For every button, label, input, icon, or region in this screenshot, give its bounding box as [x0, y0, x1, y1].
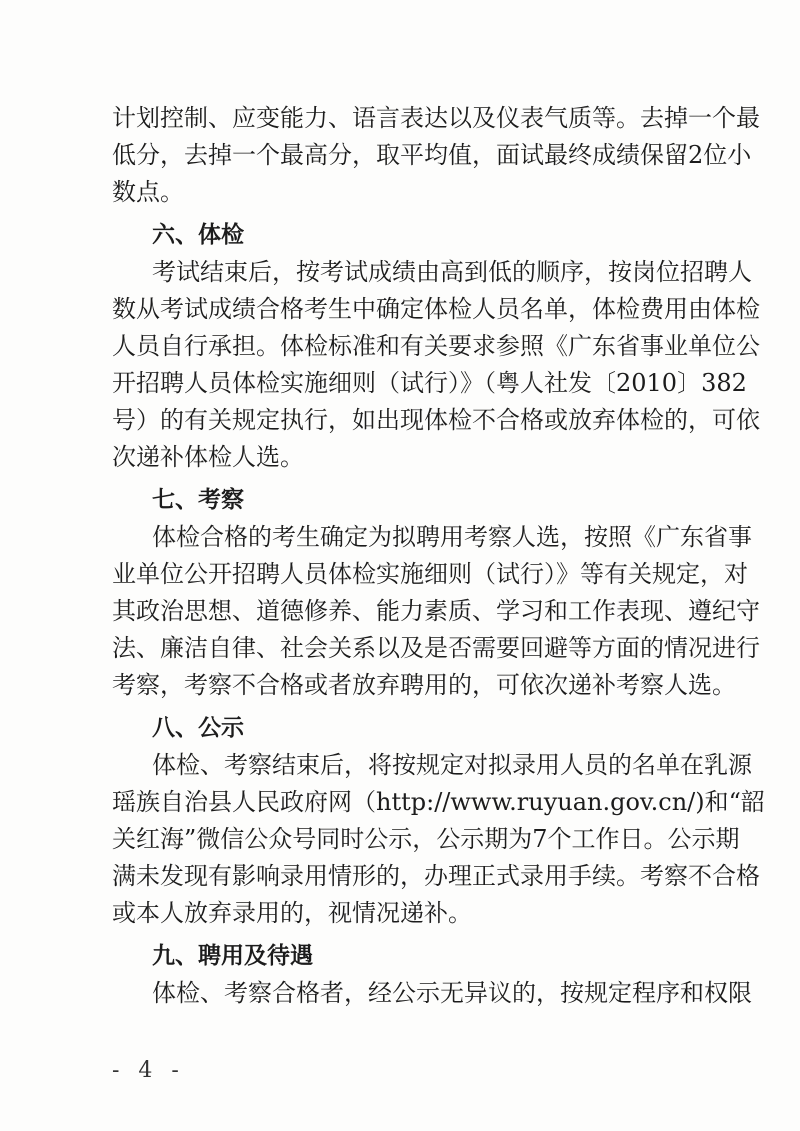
document-body: [112, 100, 765, 1012]
section-heading-employment: 九、聘用及待遇: [152, 943, 313, 969]
paragraph-employment: [112, 975, 752, 1012]
text-line: 体检合格的考生确定为拟聘用考察人选，按照《广东省事: [152, 523, 752, 551]
text-line: 业单位公开招聘人员体检实施细则（试行）》等有关规定，对: [112, 560, 748, 588]
paragraph-physical-exam: [112, 254, 760, 476]
paragraph-publicity: [112, 747, 765, 932]
text-line: 体检、考察合格者，经公示无异议的，按规定程序和权限: [152, 979, 752, 1007]
text-line: 号）的有关规定执行，如出现体检不合格或放弃体检的，可依: [112, 406, 760, 434]
paragraph-interview-scoring: [112, 100, 760, 211]
text-line: 开招聘人员体检实施细则（试行）》（粤人社发〔2010〕382: [112, 369, 747, 397]
text-line: 考试结束后，按考试成绩由高到低的顺序，按岗位招聘人: [152, 258, 752, 286]
text-line: 或本人放弃录用的，视情况递补。: [112, 899, 472, 927]
text-line: 其政治思想、道德修养、能力素质、学习和工作表现、遵纪守: [112, 597, 760, 625]
text-line: 数点。: [112, 178, 184, 206]
text-line: 数从考试成绩合格考生中确定体检人员名单，体检费用由体检: [112, 295, 760, 323]
section-heading-publicity: 八、公示: [152, 715, 244, 741]
section-heading-physical-exam: 六、体检: [152, 222, 244, 248]
text-line: 关红海”微信公众号同时公示，公示期为7个工作日。公示期: [112, 825, 740, 853]
text-line: 计划控制、应变能力、语言表达以及仪表气质等。去掉一个最: [112, 104, 760, 132]
text-line: 考察，考察不合格或者放弃聘用的，可依次递补考察人选。: [112, 671, 736, 699]
text-line: 瑶族自治县人民政府网（http://www.ruyuan.gov.cn/)和“韶: [112, 788, 765, 816]
paragraph-inspection: [112, 519, 760, 704]
text-line: 次递补体检人选。: [112, 443, 304, 471]
page-number: - 4 -: [112, 1058, 185, 1083]
text-line: 体检、考察结束后，将按规定对拟录用人员的名单在乳源: [152, 751, 752, 779]
text-line: 低分，去掉一个最高分，取平均值，面试最终成绩保留2位小: [112, 141, 752, 169]
text-line: 法、廉洁自律、社会关系以及是否需要回避等方面的情况进行: [112, 634, 760, 662]
text-line: 满未发现有影响录用情形的，办理正式录用手续。考察不合格: [112, 862, 760, 890]
section-heading-inspection: 七、考察: [152, 487, 244, 513]
text-line: 人员自行承担。体检标准和有关要求参照《广东省事业单位公: [112, 332, 760, 360]
